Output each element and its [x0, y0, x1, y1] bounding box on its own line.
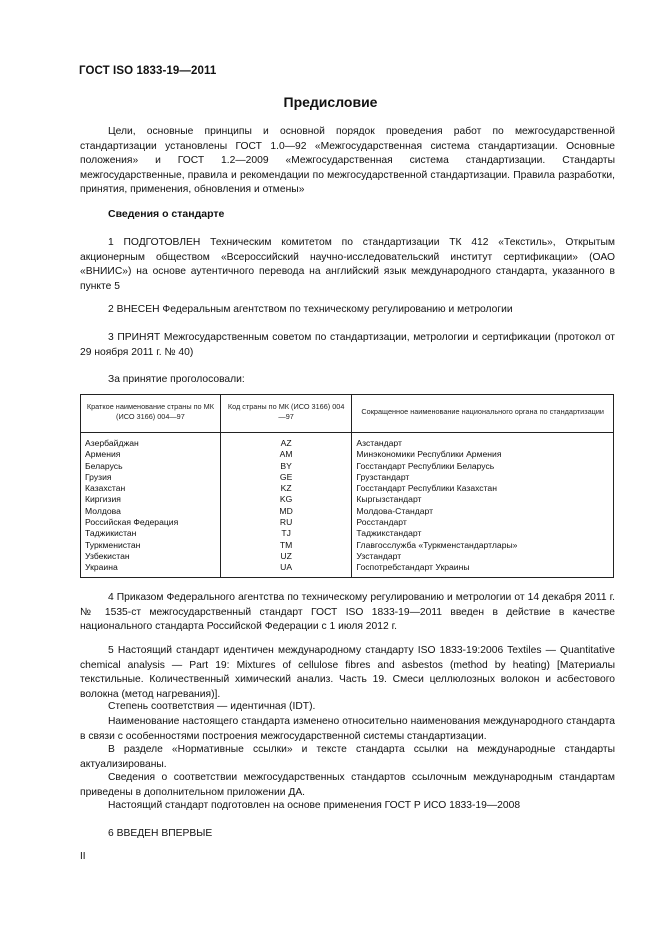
section-subtitle: Сведения о стандарте	[108, 208, 225, 220]
standards-body-cell: Грузстандарт	[352, 472, 614, 483]
country-code-cell: AZ	[220, 433, 352, 450]
table-row	[81, 506, 614, 517]
country-cell: Молдова	[81, 506, 221, 517]
standards-body-cell: Молдова-Стандарт	[352, 506, 614, 517]
standards-body-cell: Азстандарт	[352, 433, 614, 450]
country-code-cell: MD	[220, 506, 352, 517]
country-code-cell: KZ	[220, 483, 352, 494]
standards-body-cell: Госстандарт Республики Беларусь	[352, 461, 614, 472]
standards-body-cell: Госпотребстандарт Украины	[352, 562, 614, 577]
standards-body-cell: Кыргызстандарт	[352, 494, 614, 505]
item-4-paragraph: 4 Приказом Федерального агентства по техническому регулированию и метрологии от 14 декабря 2011 г. № 1535-ст межгосударственный стандарт ГОСТ ISO 1833-19—2011 введен в действие в качестве национального стандарта Российской Федерации с 1 июля 2012 г.	[80, 592, 615, 633]
item-5-paragraph: 5 Настоящий стандарт идентичен международному стандарту ISO 1833-19:2006 Textiles — Quantitative chemical analysis — Part 19: Mixtures of cellulose fibres and asbestos (method by heating) [Материалы текстильные. Количественный химический анализ. Часть 19. Смеси целлюлозных волокон и асбестового волокна (метод нагревания)].	[80, 645, 615, 700]
standards-body-cell: Росстандарт	[352, 517, 614, 528]
item-2-paragraph: 2 ВНЕСЕН Федеральным агентством по техническому регулированию и метрологии	[108, 304, 513, 315]
country-code-cell: GE	[220, 472, 352, 483]
standards-body-cell: Главгосслужба «Туркменстандартлары»	[352, 540, 614, 551]
item-1-paragraph: 1 ПОДГОТОВЛЕН Техническим комитетом по стандартизации ТК 412 «Текстиль», Открытым акционерным обществом «Всероссийский научно-исследовательский институт сертификации» (ОАО «ВНИИС») на основе аутентичного перевода на английский язык международного стандарта, указанного в пункте 5	[80, 237, 615, 292]
item-5-basis: Настоящий стандарт подготовлен на основе применения ГОСТ Р ИСО 1833-19—2008	[108, 800, 521, 811]
standards-body-cell: Узстандарт	[352, 551, 614, 562]
country-cell: Украина	[81, 562, 221, 577]
vote-caption: За принятие проголосовали:	[108, 374, 245, 385]
table-row	[81, 461, 614, 472]
item-6-paragraph: 6 ВВЕДЕН ВПЕРВЫЕ	[108, 828, 213, 839]
voting-table	[80, 394, 614, 578]
table-row	[81, 517, 614, 528]
intro-paragraph: Цели, основные принципы и основной порядок проведения работ по межгосударственной стандартизации установлены ГОСТ 1.0—92 «Межгосударственная система стандартизации. Основные положения» и ГОСТ 1.2—2009 «Межгосударственная система стандартизации. Стандарты межгосударственные, правила и рекомендации по межгосударственной стандартизации. Правила разработки, принятия, применения, обновления и отмены»	[80, 126, 615, 196]
table-row	[81, 433, 614, 450]
column-header-code: Код страны по МК (ИСО 3166) 004—97	[220, 395, 352, 433]
country-code-cell: TJ	[220, 528, 352, 539]
column-header-country: Краткое наименование страны по МК (ИСО 3166) 004—97	[81, 395, 221, 433]
item-3-paragraph: 3 ПРИНЯТ Межгосударственным советом по стандартизации, метрологии и сертификации (протокол от 29 ноября 2011 г. № 40)	[80, 332, 615, 358]
item-5-name-change: Наименование настоящего стандарта изменено относительно наименования международного стандарта в связи с особенностями построения межгосударственной системы стандартизации.	[80, 716, 615, 742]
item-5-references: В разделе «Нормативные ссылки» и тексте стандарта ссылки на международные стандарты актуализированы.	[80, 744, 615, 770]
item-5-correspondence: Сведения о соответствии межгосударственных стандартов ссылочным международным стандартам приведены в дополнительном приложении ДА.	[80, 772, 615, 798]
table-row	[81, 540, 614, 551]
country-cell: Киргизия	[81, 494, 221, 505]
standards-body-cell: Минэкономики Республики Армения	[352, 449, 614, 460]
country-code-cell: TM	[220, 540, 352, 551]
country-code-cell: RU	[220, 517, 352, 528]
table-row	[81, 472, 614, 483]
country-code-cell: UA	[220, 562, 352, 577]
page-number: II	[80, 851, 86, 862]
table-row	[81, 528, 614, 539]
country-cell: Казахстан	[81, 483, 221, 494]
table-row	[81, 494, 614, 505]
table-row	[81, 551, 614, 562]
item-5-degree: Степень соответствия — идентичная (IDT).	[108, 701, 316, 712]
country-code-cell: BY	[220, 461, 352, 472]
table-row	[81, 483, 614, 494]
country-cell: Азербайджан	[81, 433, 221, 450]
country-cell: Российская Федерация	[81, 517, 221, 528]
table-row	[81, 562, 614, 577]
country-code-cell: AM	[220, 449, 352, 460]
document-header: ГОСТ ISO 1833-19—2011	[79, 65, 217, 77]
table-body	[81, 433, 614, 578]
country-cell: Беларусь	[81, 461, 221, 472]
country-code-cell: KG	[220, 494, 352, 505]
table-row	[81, 449, 614, 460]
standards-body-cell: Госстандарт Республики Казахстан	[352, 483, 614, 494]
country-cell: Грузия	[81, 472, 221, 483]
country-cell: Армения	[81, 449, 221, 460]
country-cell: Туркменистан	[81, 540, 221, 551]
country-code-cell: UZ	[220, 551, 352, 562]
standards-body-cell: Таджикстандарт	[352, 528, 614, 539]
country-cell: Таджикистан	[81, 528, 221, 539]
country-cell: Узбекистан	[81, 551, 221, 562]
column-header-body: Сокращенное наименование национального органа по стандартизации	[352, 395, 614, 433]
page-title: Предисловие	[283, 94, 378, 110]
table-header-row	[81, 395, 614, 433]
